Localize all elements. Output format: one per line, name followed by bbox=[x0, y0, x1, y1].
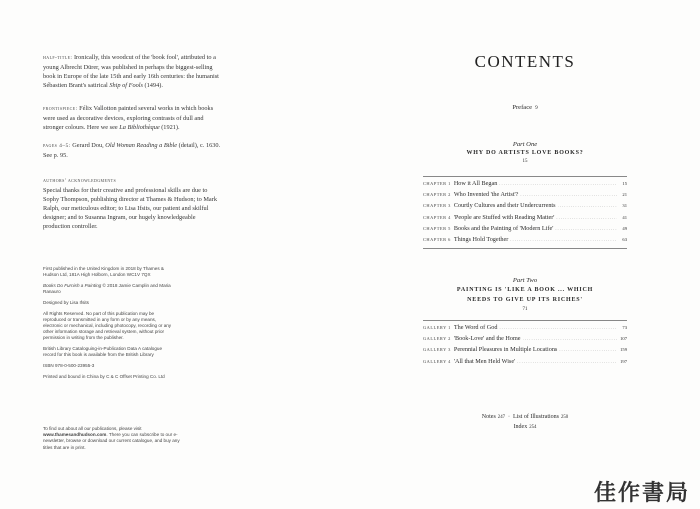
acknowledgments-heading: authors' acknowledgments bbox=[43, 178, 117, 184]
toc-entry-title: Things Hold Together bbox=[453, 235, 509, 243]
leader-dots bbox=[520, 192, 617, 197]
imprint-designer: Designed by Lisa Ifsits bbox=[43, 299, 89, 305]
website-note bbox=[43, 426, 183, 451]
imprint-cip: British Library Cataloguing-in-Publication Data A catalogue record for this book is available from the British Library bbox=[43, 346, 162, 358]
part-two-page: 71 bbox=[522, 307, 528, 312]
toc-entry[interactable] bbox=[423, 335, 627, 346]
toc-entry[interactable] bbox=[423, 225, 627, 236]
note-label: half-title: bbox=[43, 55, 73, 61]
note-italic: Old Woman Reading a Bible bbox=[105, 142, 178, 149]
note-text: Gerard Dou, bbox=[72, 142, 106, 149]
toc-entry-label: CHAPTER 4 bbox=[423, 214, 451, 220]
toc-entry-label: CHAPTER 2 bbox=[423, 192, 451, 198]
notes-row[interactable] bbox=[350, 414, 700, 420]
toc-entry[interactable] bbox=[423, 236, 627, 247]
leader-dots bbox=[499, 181, 617, 186]
illustrations-label: List of Illustrations bbox=[513, 414, 559, 420]
acknowledgments-note bbox=[43, 177, 221, 231]
leader-dots bbox=[555, 226, 617, 231]
toc-entry[interactable] bbox=[423, 346, 627, 357]
website-note-text: . There you can subscribe to our e-newsletter, browse or download our current catalogue, and buy any titles that are in print. bbox=[43, 432, 180, 450]
notes-page: 247 bbox=[497, 415, 505, 420]
toc-entry-title: Courtly Cultures and their Undercurrents bbox=[453, 202, 556, 210]
section-rule bbox=[423, 248, 627, 249]
preface-page: 9 bbox=[535, 105, 538, 111]
part-one-page: 15 bbox=[522, 159, 528, 164]
acknowledgments-text: Special thanks for their creative and professional skills are due to Sophy Thompson, publishing director at Thames & Hudson; to Mark Ralph, our meticulous editor; to Lisa Ifsits, our patient and skilful designer; and to Susanna Ingram, our hugely knowledgeable production controller. bbox=[43, 187, 217, 230]
toc-entry-label: CHAPTER 3 bbox=[423, 203, 451, 209]
note-text: (1921). bbox=[159, 124, 180, 131]
toc-entry-label: GALLERY 4 bbox=[423, 358, 451, 364]
note-label: pages 4–5: bbox=[43, 143, 71, 149]
imprint-printed: Printed and bound in China by C & C Offset Printing Co. Ltd bbox=[43, 373, 165, 379]
note-text: Ironically, this woodcut of the 'book fool', attributed to a young Albrecht Dürer, was published in perhaps the biggest-selling book in Europe of the late 15th and early 16th centuries: the humanist Sébastien Brant's satirical bbox=[43, 54, 219, 89]
part-one-label: Part One bbox=[512, 141, 538, 148]
part-two-title-line2: NEEDS TO GIVE UP ITS RICHES' bbox=[467, 297, 583, 303]
toc-entry-title: Who Invented 'the Artist'? bbox=[453, 191, 519, 199]
index-page: 254 bbox=[529, 425, 537, 430]
leader-dots bbox=[558, 203, 617, 208]
toc-entry-page: 31 bbox=[622, 203, 627, 209]
toc-entry-label: CHAPTER 1 bbox=[423, 181, 451, 186]
note-label: frontispiece: bbox=[43, 106, 78, 112]
toc-entry-label: CHAPTER 5 bbox=[423, 225, 451, 231]
toc-entry[interactable] bbox=[423, 214, 627, 225]
notes-label: Notes bbox=[481, 414, 496, 420]
preface-entry[interactable] bbox=[350, 104, 700, 111]
leader-dots bbox=[517, 359, 617, 364]
leader-dots bbox=[556, 215, 617, 220]
index-label: Index bbox=[513, 424, 528, 430]
note-italic: Ship of Fools bbox=[109, 82, 143, 89]
toc-entry-page: 107 bbox=[620, 336, 627, 342]
leader-dots bbox=[559, 347, 617, 352]
toc-entry-title: Perennial Pleasures in Multiple Locations bbox=[453, 346, 558, 354]
imprint-isbn: ISBN 978-0-500-23955-3 bbox=[43, 362, 95, 368]
part-two-title-line1: PAINTING IS 'LIKE A BOOK ... WHICH bbox=[456, 287, 594, 293]
toc-entry[interactable] bbox=[423, 191, 627, 202]
frontispiece-note bbox=[43, 104, 221, 132]
pages-note bbox=[43, 141, 221, 160]
toc-entry[interactable] bbox=[423, 180, 627, 191]
leader-dots bbox=[499, 325, 617, 330]
index-row[interactable] bbox=[350, 424, 700, 430]
imprint-copyright-text: © 2018 Jamie Camplin and Maria Ranauro bbox=[43, 282, 171, 295]
toc-entry-page: 49 bbox=[622, 225, 627, 231]
toc-entry-title: 'All that Men Held Wise' bbox=[453, 357, 516, 365]
toc-entry[interactable] bbox=[423, 358, 627, 369]
toc-entry-page: 63 bbox=[622, 236, 627, 242]
website-note-text: To find out about all our publications, please visit bbox=[43, 426, 142, 431]
website-link[interactable]: www.thamesandhudson.com bbox=[43, 432, 107, 438]
imprint-book-title: Books Do Furnish a Painting bbox=[43, 282, 102, 288]
imprint-rights: All Rights Reserved. No part of this publication may be reproduced or transmitted in any form or by any means, electronic or mechanical, including photocopy, recording or any other information storage and retrieval system, without prior permission in writing from the publisher. bbox=[43, 310, 172, 341]
part-two-label: Part Two bbox=[512, 277, 538, 284]
note-text: (1494). bbox=[142, 82, 163, 89]
preface-label: Preface bbox=[512, 104, 533, 111]
part-two-toc bbox=[423, 324, 627, 369]
leader-dots bbox=[510, 237, 617, 242]
toc-entry-title: The Word of God bbox=[453, 324, 498, 331]
imprint-published: First published in the United Kingdom in 2018 by Thames & Hudson Ltd, 181A High Holborn, London WC1V 7QX bbox=[43, 266, 164, 278]
toc-entry-title: 'People are Stuffed with Reading Matter' bbox=[453, 213, 555, 221]
toc-entry-page: 73 bbox=[622, 325, 627, 330]
part-one-toc bbox=[423, 180, 627, 247]
toc-entry-page: 41 bbox=[622, 214, 627, 220]
toc-entry-title: 'Book-Love' and the Home bbox=[453, 335, 521, 343]
right-page bbox=[350, 0, 700, 509]
leader-dots bbox=[523, 336, 617, 341]
half-title-note bbox=[43, 53, 221, 90]
watermark-logo: 佳作書局 bbox=[593, 481, 690, 506]
part-one-title: WHY DO ARTISTS LOVE BOOKS? bbox=[466, 150, 584, 156]
toc-entry-title: Books and the Painting of 'Modern Life' bbox=[453, 224, 554, 232]
toc-entry-page: 159 bbox=[620, 347, 627, 353]
note-italic: La Bibliothèque bbox=[119, 124, 160, 131]
toc-entry[interactable] bbox=[423, 202, 627, 213]
contents-title: CONTENTS bbox=[474, 52, 576, 71]
toc-entry-label: CHAPTER 6 bbox=[423, 236, 451, 242]
illustrations-page: 250 bbox=[561, 415, 569, 420]
toc-entry-label: GALLERY 3 bbox=[423, 347, 451, 353]
toc-entry-title: How it All Began bbox=[453, 180, 498, 187]
toc-entry-page: 21 bbox=[622, 192, 627, 198]
toc-entry-page: 15 bbox=[622, 181, 627, 186]
separator: · bbox=[508, 414, 510, 420]
note-text: Félix Vallotton painted several works in which books were used as decorative devices, exploring contrasts of dull and stronger colours. Here we see bbox=[43, 105, 214, 131]
section-rule bbox=[423, 320, 627, 321]
note-text: (detail), c. 1630. See p. 95. bbox=[43, 142, 221, 159]
toc-entry-page: 197 bbox=[620, 358, 627, 364]
imprint-copyright bbox=[43, 283, 173, 295]
section-rule bbox=[423, 176, 627, 177]
imprint-block bbox=[43, 266, 173, 384]
toc-entry[interactable] bbox=[423, 324, 627, 335]
toc-entry-label: GALLERY 1 bbox=[423, 325, 451, 330]
toc-entry-label: GALLERY 2 bbox=[423, 336, 451, 342]
